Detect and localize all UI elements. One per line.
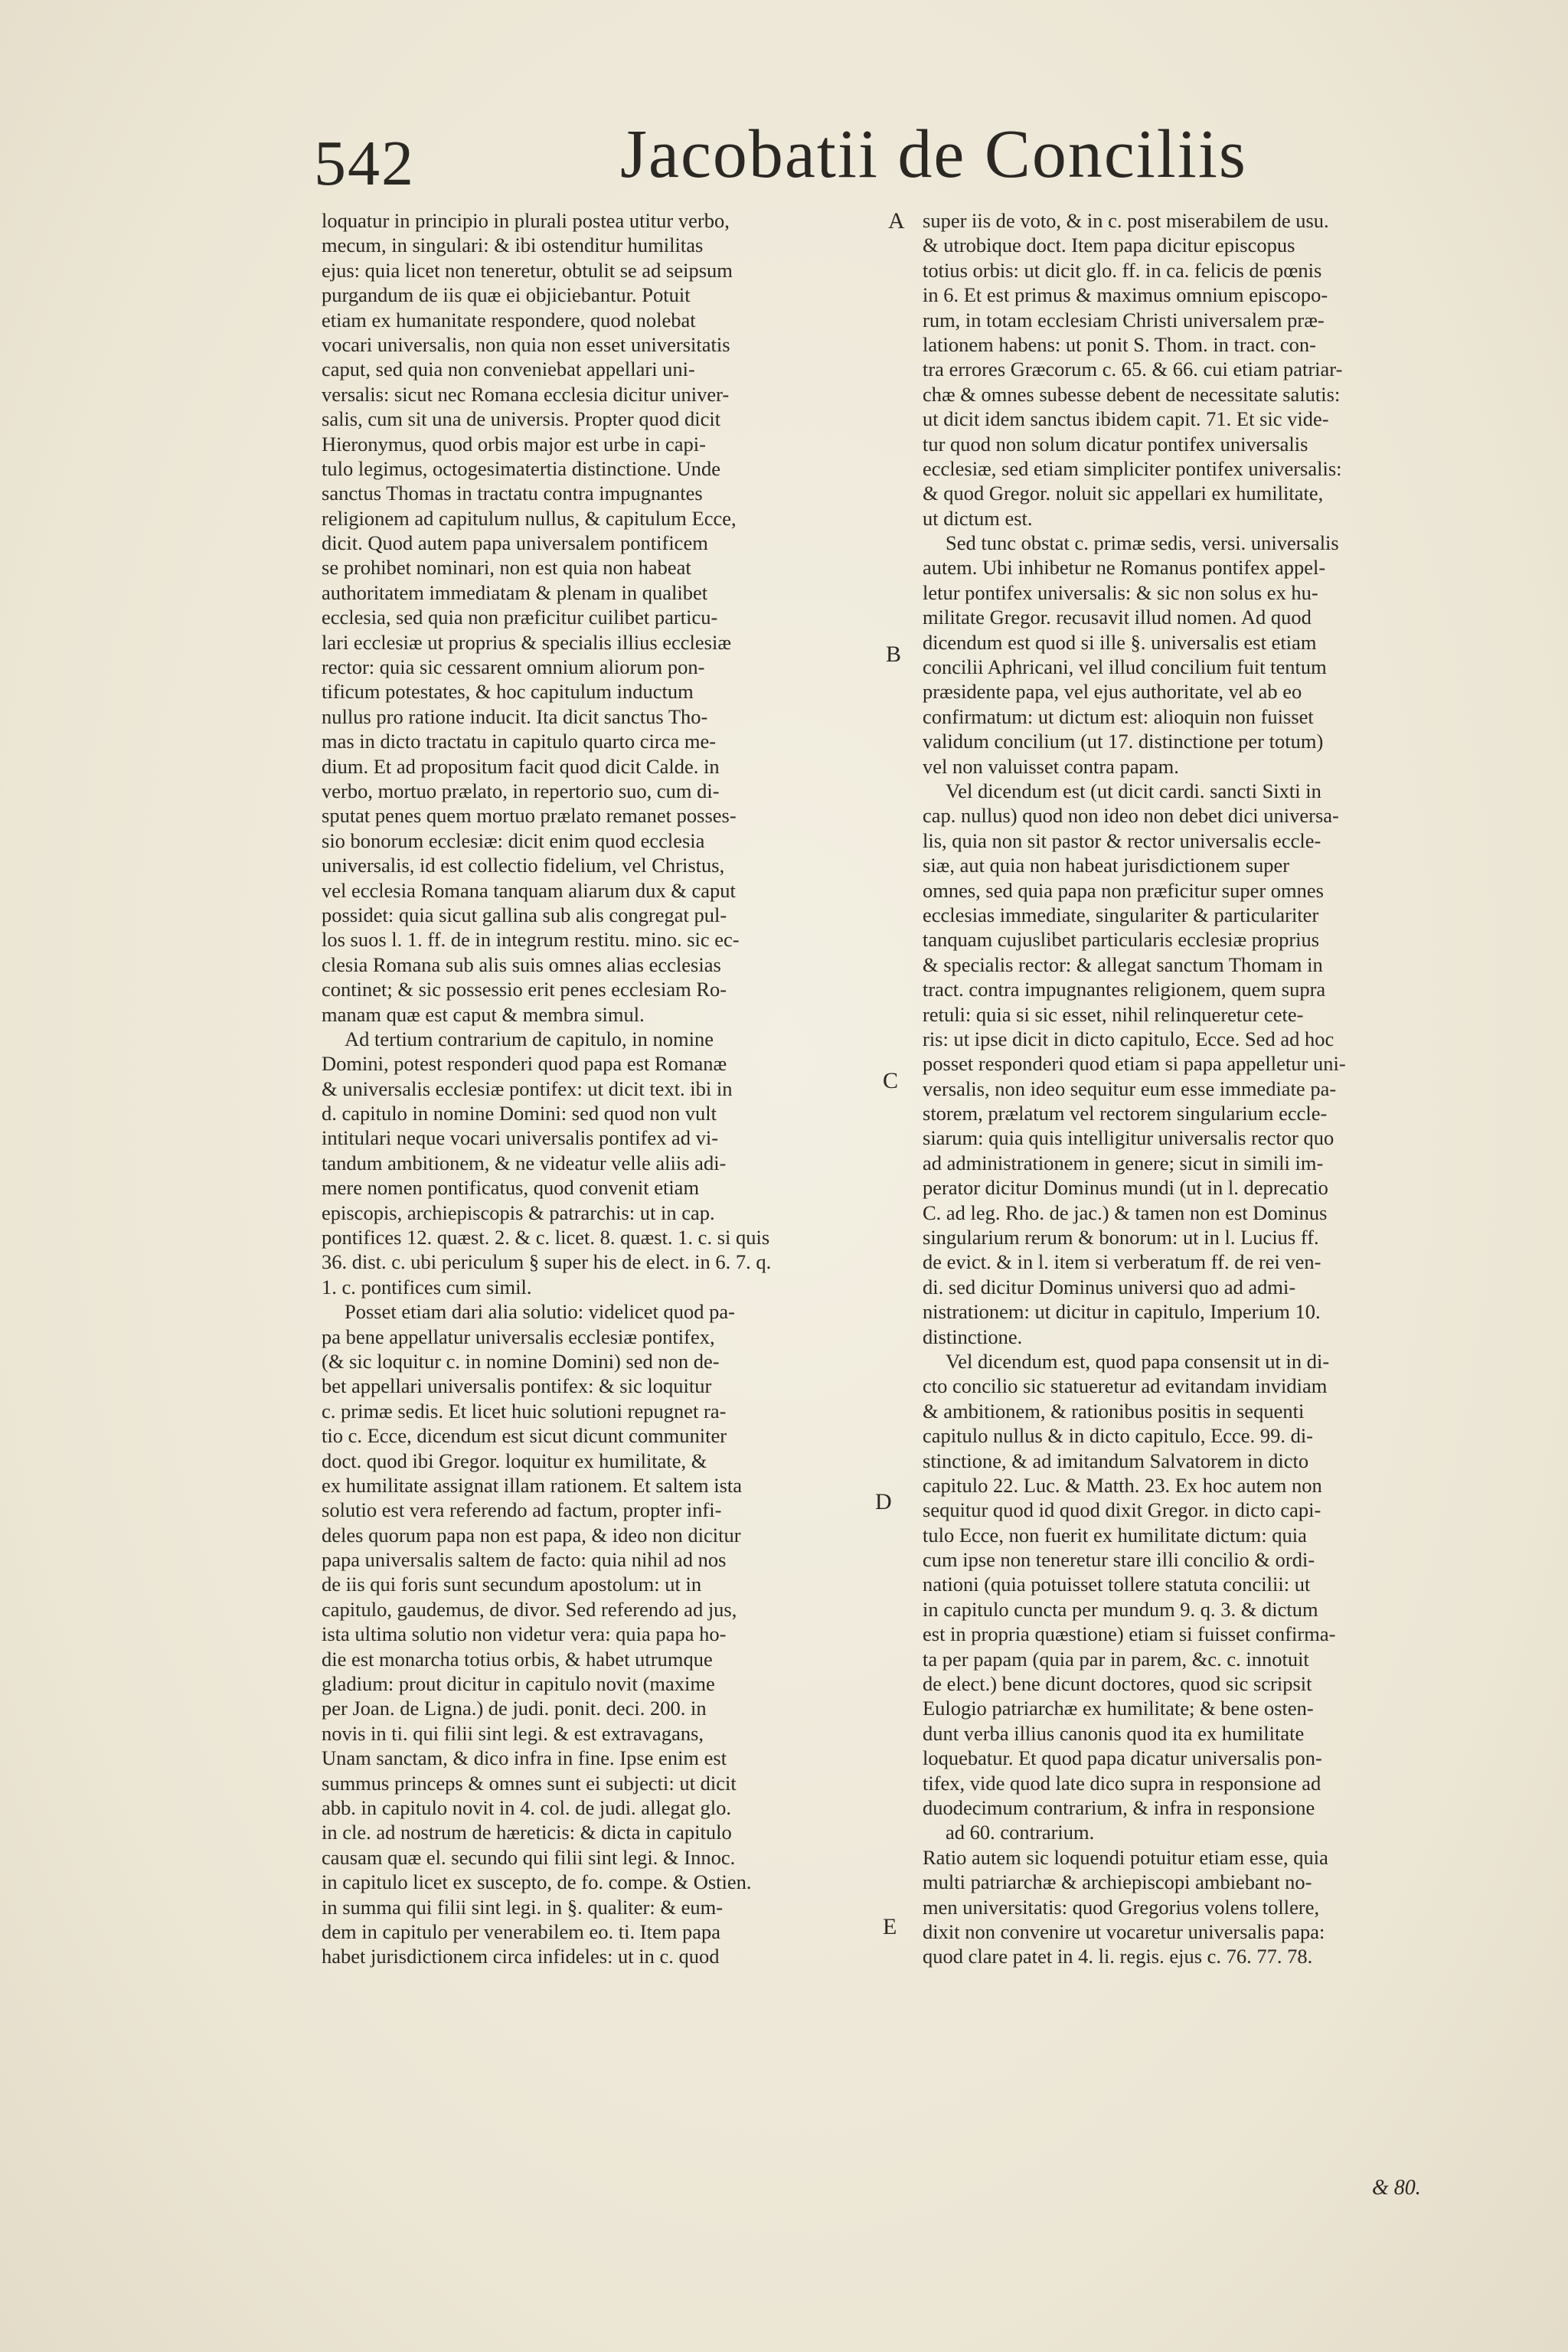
text-line: letur pontifex universalis: & sic non solus ex hu-	[923, 580, 1318, 604]
text-line: (& sic loquitur c. in nomine Domini) sed non de-	[322, 1349, 720, 1373]
text-line: dixit non convenire ut vocaretur universalis papa:	[923, 1919, 1325, 1943]
text-line: d. capitulo in nomine Domini: sed quod non vult	[322, 1102, 717, 1125]
text-line: vocari universalis, non quia non esset universitatis	[322, 332, 730, 356]
text-line: validum concilium (ut 17. distinctione per totum)	[923, 730, 1324, 753]
text-line: Hieronymus, quod orbis major est urbe in capi-	[322, 432, 706, 456]
text-line: super iis de voto, & in c. post miserabilem de usu.	[923, 209, 1329, 232]
text-line: chæ & omnes subesse debent de necessitate salutis:	[923, 382, 1341, 406]
text-line: in capitulo licet ex suscepto, de fo. compe. & Ostien.	[322, 1870, 752, 1894]
text-line: tra errores Græcorum c. 65. & 66. cui etiam patriar-	[923, 358, 1343, 381]
catchword: & 80.	[1372, 2176, 1421, 2200]
margin-letter-c: C	[883, 1068, 899, 1093]
margin-letter-a: A	[888, 208, 905, 234]
text-line: tract. contra impugnantes religionem, quem supra	[923, 978, 1326, 1001]
text-line: religionem ad capitulum nullus, & capitulum Ecce,	[322, 506, 737, 530]
left-column	[322, 208, 877, 1969]
text-line: perator dicitur Dominus mundi (ut in l. deprecatio	[923, 1176, 1328, 1200]
text-line: & specialis rector: & allegat sanctum Thomam in	[923, 952, 1323, 976]
text-line: ecclesias immediate, singulariter & particulariter	[923, 903, 1319, 926]
text-line: omnes, sed quia papa non præficitur super omnes	[923, 878, 1324, 902]
text-line: dicendum est quod si ille §. universalis est etiam	[923, 630, 1317, 654]
text-line: salis, cum sit una de universis. Propter quod dicit	[322, 407, 721, 431]
text-line: stinctione, & ad imitandum Salvatorem in dicto	[923, 1449, 1309, 1472]
text-line: nationi (quia potuisset tollere statuta concilii: ut	[923, 1573, 1311, 1596]
text-line: men universitatis: quod Gregorius volens tollere,	[923, 1895, 1320, 1919]
text-line: Ratio autem sic loquendi potuitur etiam esse, quia	[923, 1845, 1328, 1869]
text-line: ejus: quia licet non teneretur, obtulit se ad seipsum	[322, 258, 733, 282]
text-line: præsidente papa, vel ejus authoritate, vel ab eo	[923, 680, 1302, 704]
margin-letter-d: D	[875, 1489, 892, 1514]
text-line: cap. nullus) quod non ideo non debet dici universa-	[923, 804, 1339, 828]
text-line: vel non valuisset contra papam.	[923, 754, 1179, 778]
text-line: concilii Aphricani, vel illud concilium fuit tentum	[923, 655, 1327, 679]
text-line: bet appellari universalis pontifex: & sic loquitur	[322, 1374, 712, 1398]
text-line: mere nomen pontificatus, quod convenit etiam	[322, 1176, 700, 1200]
margin-letter-b: B	[886, 642, 902, 667]
text-line: pontifices 12. quæst. 2. & c. licet. 8. quæst. 1. c. si quis	[322, 1226, 770, 1250]
text-line: solutio est vera referendo ad factum, propter infi-	[322, 1498, 722, 1522]
text-line: pa bene appellatur universalis ecclesiæ pontifex,	[322, 1325, 715, 1348]
text-line: verbo, mortuo prælato, in repertorio suo, cum di-	[322, 779, 720, 802]
text-line: sanctus Thomas in tractatu contra impugnantes	[322, 482, 703, 505]
text-line: Unam sanctam, & dico infra in fine. Ipse enim est	[322, 1746, 727, 1770]
text-line: in capitulo cuncta per mundum 9. q. 3. & dictum	[923, 1597, 1318, 1621]
text-line: C. ad leg. Rho. de jac.) & tamen non est Dominus	[923, 1200, 1328, 1224]
text-line: siæ, aut quia non habeat jurisdictionem super	[923, 854, 1290, 877]
text-line: militate Gregor. recusavit illud nomen. Ad quod	[923, 606, 1312, 629]
text-line: capitulo 22. Luc. & Matth. 23. Ex hoc autem non	[923, 1473, 1322, 1497]
text-line: loquatur in principio in plurali postea utitur verbo,	[322, 209, 730, 232]
text-line: in cle. ad nostrum de hæreticis: & dicta in capitulo	[322, 1821, 732, 1844]
text-line: abb. in capitulo novit in 4. col. de judi. allegat glo.	[322, 1796, 732, 1819]
text-line: papa universalis saltem de facto: quia nihil ad nos	[322, 1548, 727, 1572]
text-line: intitulari neque vocari universalis pontifex ad vi-	[322, 1126, 719, 1150]
text-line: purgandum de iis quæ ei objiciebantur. Potuit	[322, 283, 691, 307]
text-line: mecum, in singulari: & ibi ostenditur humilitas	[322, 234, 704, 257]
text-line: Domini, potest responderi quod papa est Romanæ	[322, 1052, 727, 1076]
right-column	[923, 208, 1478, 1969]
text-line: & quod Gregor. noluit sic appellari ex humilitate,	[923, 482, 1324, 505]
text-line: ex humilitate assignat illam rationem. Et saltem ista	[322, 1473, 743, 1497]
text-line: & utrobique doct. Item papa dicitur episcopus	[923, 234, 1295, 257]
text-line: tio c. Ecce, dicendum est sicut dicunt communiter	[322, 1424, 727, 1448]
text-line: manam quæ est caput & membra simul.	[322, 1002, 645, 1026]
text-line: habet jurisdictionem circa infideles: ut in c. quod	[322, 1945, 720, 1968]
text-line: posset responderi quod etiam si papa appelletur uni-	[923, 1052, 1346, 1076]
text-line: episcopis, archiepiscopis & patrarchis: ut in cap.	[322, 1200, 715, 1224]
text-line: per Joan. de Ligna.) de judi. ponit. deci. 200. in	[322, 1697, 707, 1720]
text-line: universalis, id est collectio fidelium, vel Christus,	[322, 854, 725, 877]
text-line: continet; & sic possessio erit penes ecclesiam Ro-	[322, 978, 727, 1001]
text-line: ut dictum est.	[923, 506, 1033, 530]
text-line: ad 60. contrarium.	[946, 1821, 1095, 1844]
text-line: multi patriarchæ & archiepiscopi ambiebant no-	[923, 1870, 1312, 1894]
text-line: sequitur quod id quod dixit Gregor. in dicto capi-	[923, 1498, 1321, 1522]
text-line: tulo legimus, octogesimatertia distinctione. Unde	[322, 456, 721, 480]
text-line: confirmatum: ut dictum est: alioquin non fuisset	[923, 704, 1314, 728]
text-line: ecclesia, sed quia non præficitur cuilibet particu-	[322, 606, 718, 629]
text-line: & universalis ecclesiæ pontifex: ut dicit text. ibi in	[322, 1076, 733, 1100]
text-line: tanquam cujuslibet particularis ecclesiæ proprius	[923, 928, 1320, 952]
text-line: tificum potestates, & hoc capitulum inductum	[322, 680, 694, 704]
text-line: totius orbis: ut dicit glo. ff. in ca. felicis de pœnis	[923, 258, 1322, 282]
text-line: 1. c. pontifices cum simil.	[322, 1275, 532, 1298]
text-line: loquebatur. Et quod papa dicatur universalis pon-	[923, 1746, 1322, 1770]
text-line: Eulogio patriarchæ ex humilitate; & bene osten-	[923, 1697, 1314, 1720]
text-line: est in propria quæstione) etiam si fuisset confirma-	[923, 1622, 1336, 1646]
text-line: ad administrationem in genere; sicut in simili im-	[923, 1151, 1324, 1174]
text-line: Vel dicendum est (ut dicit cardi. sancti Sixti in	[946, 779, 1321, 802]
text-line: sio bonorum ecclesiæ: dicit enim quod ecclesia	[322, 828, 705, 852]
text-line: nistrationem: ut dicitur in capitulo, Imperium 10.	[923, 1300, 1321, 1324]
text-line: gladium: prout dicitur in capitulo novit (maxime	[322, 1672, 715, 1696]
text-line: capitulo, gaudemus, de divor. Sed referendo ad jus,	[322, 1597, 737, 1621]
text-line: doct. quod ibi Gregor. loquitur ex humilitate, &	[322, 1449, 707, 1472]
page-number: 542	[314, 128, 415, 199]
text-line: los suos l. 1. ff. de in integrum restitu. mino. sic ec-	[322, 928, 740, 952]
text-line: rum, in totam ecclesiam Christi universalem præ-	[923, 308, 1325, 332]
text-line: de evict. & in l. item si verberatum ff. de rei ven-	[923, 1250, 1321, 1274]
text-line: mas in dicto tractatu in capitulo quarto circa me-	[322, 730, 717, 753]
text-line: dicit. Quod autem papa universalem pontificem	[322, 531, 708, 555]
text-line: cto concilio sic statueretur ad evitandam invidiam	[923, 1374, 1328, 1398]
text-line: tur quod non solum dicatur pontifex universalis	[923, 432, 1308, 456]
text-line: possidet: quia sicut gallina sub alis congregat pul-	[322, 903, 727, 926]
text-line: Ad tertium contrarium de capitulo, in nomine	[345, 1027, 714, 1050]
text-line: caput, sed quia non conveniebat appellari uni-	[322, 358, 695, 381]
text-line: tifex, vide quod late dico supra in responsione ad	[923, 1771, 1321, 1795]
text-line: in summa qui filii sint legi. in §. qualiter: & eum-	[322, 1895, 724, 1919]
text-line: ris: ut ipse dicit in dicto capitulo, Ecce. Sed ad hoc	[923, 1027, 1334, 1050]
text-line: duodecimum contrarium, & infra in responsione	[923, 1796, 1315, 1819]
text-line: nullus pro ratione inducit. Ita dicit sanctus Tho-	[322, 704, 708, 728]
margin-letter-e: E	[883, 1914, 897, 1939]
text-line: de elect.) bene dicunt doctores, quod sic scripsit	[923, 1672, 1312, 1696]
text-line: retuli: quia si sic esset, nihil relinqueretur cete-	[923, 1002, 1304, 1026]
text-line: se prohibet nominari, non est quia non habeat	[322, 556, 691, 580]
text-line: storem, prælatum vel rectorem singularium eccle-	[923, 1102, 1328, 1125]
text-line: & ambitionem, & rationibus positis in sequenti	[923, 1399, 1305, 1423]
text-line: Sed tunc obstat c. primæ sedis, versi. universalis	[946, 531, 1339, 555]
text-line: ta per papam (quia par in parem, &c. c. innotuit	[923, 1647, 1309, 1671]
text-line: causam quæ el. secundo qui filii sint legi. & Innoc.	[322, 1845, 736, 1869]
text-line: dem in capitulo per venerabilem eo. ti. Item papa	[322, 1919, 720, 1943]
text-line: versalis: sicut nec Romana ecclesia dicitur univer-	[322, 382, 730, 406]
text-line: die est monarcha totius orbis, & habet utrumque	[322, 1647, 713, 1671]
running-title: Jacobatii de Conciliis	[620, 116, 1247, 192]
text-line: lari ecclesiæ ut proprius & specialis illius ecclesiæ	[322, 630, 732, 654]
text-line: Posset etiam dari alia solutio: videlicet quod pa-	[345, 1300, 736, 1324]
text-line: sputat penes quem mortuo prælato remanet posses-	[322, 804, 737, 828]
text-line: capitulo nullus & in dicto capitulo, Ecce. 99. di-	[923, 1424, 1314, 1448]
text-line: in 6. Et est primus & maximus omnium episcopo-	[923, 283, 1328, 307]
text-line: tandum ambitionem, & ne videatur velle aliis adi-	[322, 1151, 727, 1174]
text-line: vel ecclesia Romana tanquam aliarum dux & caput	[322, 878, 736, 902]
text-line: dunt verba illius canonis quod ita ex humilitate	[923, 1721, 1305, 1745]
text-line: de iis qui foris sunt secundum apostolum: ut in	[322, 1573, 702, 1596]
text-line: summus princeps & omnes sunt ei subjecti: ut dicit	[322, 1771, 737, 1795]
text-line: autem. Ubi inhibetur ne Romanus pontifex appel-	[923, 556, 1326, 580]
text-line: ista ultima solutio non videtur vera: quia papa ho-	[322, 1622, 727, 1646]
text-line: ut dicit idem sanctus ibidem capit. 71. Et sic vide-	[923, 407, 1329, 431]
text-line: novis in ti. qui filii sint legi. & est extravagans,	[322, 1721, 704, 1745]
text-line: siarum: quia quis intelligitur universalis rector quo	[923, 1126, 1334, 1150]
text-line: etiam ex humanitate respondere, quod nolebat	[322, 308, 696, 332]
text-line: dium. Et ad propositum facit quod dicit Calde. in	[322, 754, 720, 778]
text-line: 36. dist. c. ubi periculum § super his de elect. in 6. 7. q.	[322, 1250, 772, 1274]
text-line: ecclesiæ, sed etiam simpliciter pontifex universalis:	[923, 456, 1342, 480]
text-line: rector: quia sic cessarent omnium aliorum pon-	[322, 655, 705, 679]
text-line: c. primæ sedis. Et licet huic solutioni repugnet ra-	[322, 1399, 727, 1423]
text-line: tulo Ecce, non fuerit ex humilitate dictum: quia	[923, 1523, 1307, 1547]
text-line: deles quorum papa non est papa, & ideo non dicitur	[322, 1523, 741, 1547]
text-line: clesia Romana sub alis suis omnes alias ecclesias	[322, 952, 721, 976]
text-line: lationem habens: ut ponit S. Thom. in tract. con-	[923, 332, 1316, 356]
text-line: singularium rerum & bonorum: ut in l. Lucius ff.	[923, 1226, 1319, 1250]
text-line: Vel dicendum est, quod papa consensit ut in di-	[946, 1349, 1330, 1373]
text-line: authoritatem immediatam & plenam in qualibet	[322, 580, 708, 604]
text-line: lis, quia non sit pastor & rector universalis eccle-	[923, 828, 1321, 852]
text-line: di. sed dicitur Dominus universi quo ad admi-	[923, 1275, 1296, 1298]
text-line: quod clare patet in 4. li. regis. ejus c. 76. 77. 78.	[923, 1945, 1313, 1968]
text-line: cum ipse non teneretur stare illi concilio & ordi-	[923, 1548, 1315, 1572]
text-line: versalis, non ideo sequitur eum esse immediate pa-	[923, 1076, 1337, 1100]
text-line: distinctione.	[923, 1325, 1023, 1348]
